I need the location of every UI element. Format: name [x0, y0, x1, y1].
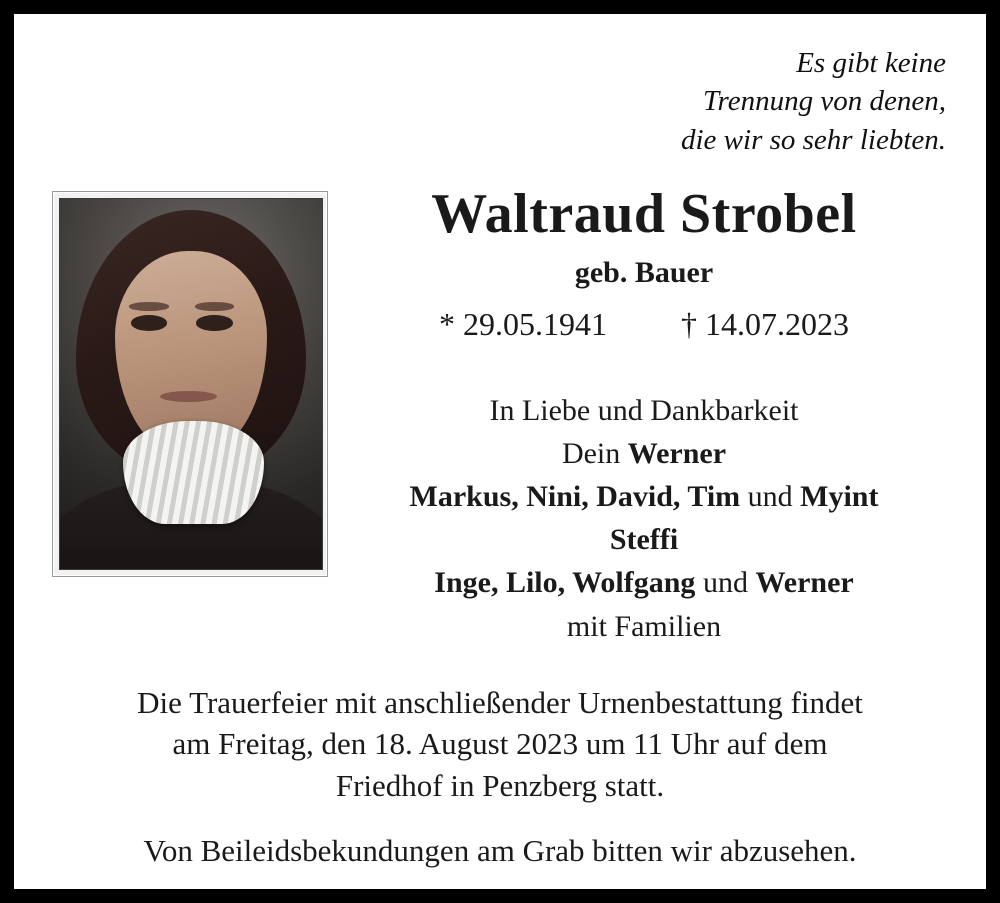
death-date-group: [681, 306, 849, 343]
birth-date: 29.05.1941: [463, 305, 607, 342]
service-line-3: Friedhof in Penzberg statt.: [335, 767, 665, 803]
tribute-line-3-names-a: Markus, Nini, David, Tim: [409, 479, 741, 513]
obituary-content: [14, 14, 986, 889]
portrait-and-names: [40, 182, 960, 648]
service-line-2: am Freitag, den 18. August 2023 um 11 Uhr auf dem: [172, 726, 828, 762]
tribute-line-6: mit Familien: [566, 609, 722, 643]
tribute-block: [334, 389, 954, 648]
tribute-line-5-conjunction: und: [695, 566, 756, 600]
maiden-name: geb. Bauer: [574, 255, 714, 289]
tribute-line-4: [334, 518, 954, 561]
portrait-photo: [59, 198, 323, 570]
photo-eye-right: [196, 315, 233, 331]
memorial-verse: [40, 44, 946, 159]
verse-line-2: Trennung von denen,: [703, 85, 946, 118]
closing-note: Von Beileidsbekundungen am Grab bitten wir abzusehen.: [143, 833, 857, 869]
birth-symbol: *: [439, 305, 455, 342]
photo-brow-left: [129, 302, 168, 310]
name-block: [328, 182, 960, 648]
death-date: 14.07.2023: [705, 305, 849, 342]
photo-brow-right: [195, 302, 234, 310]
tribute-line-2: [334, 432, 954, 475]
cross-icon: †: [681, 305, 697, 342]
birth-date-group: [439, 306, 607, 343]
funeral-service-paragraph: [40, 682, 960, 807]
tribute-line-4-name: Steffi: [609, 523, 679, 557]
deceased-name: Waltraud Strobel: [431, 182, 857, 245]
life-dates: [334, 306, 954, 343]
tribute-line-3-names-b: Myint: [800, 479, 879, 513]
photo-collar: [123, 421, 264, 525]
tribute-line-3: [334, 475, 954, 518]
tribute-line-5-names-b: Werner: [755, 566, 854, 600]
service-details: [40, 682, 960, 872]
tribute-line-3-conjunction: und: [740, 479, 801, 513]
tribute-line-2-prefix: Dein: [561, 436, 628, 470]
tribute-intro: In Liebe und Dankbarkeit: [489, 393, 799, 427]
portrait-frame: [52, 191, 328, 577]
tribute-line-2-name: Werner: [627, 436, 727, 470]
verse-line-1: Es gibt keine: [796, 47, 946, 79]
tribute-line-5: [334, 561, 954, 604]
tribute-line-5-names-a: Inge, Lilo, Wolfgang: [434, 566, 696, 600]
verse-line-3: die wir so sehr liebten.: [680, 123, 946, 156]
photo-eye-left: [131, 315, 168, 331]
service-line-1: Die Trauerfeier mit anschließender Urnenbestattung findet: [137, 684, 863, 720]
